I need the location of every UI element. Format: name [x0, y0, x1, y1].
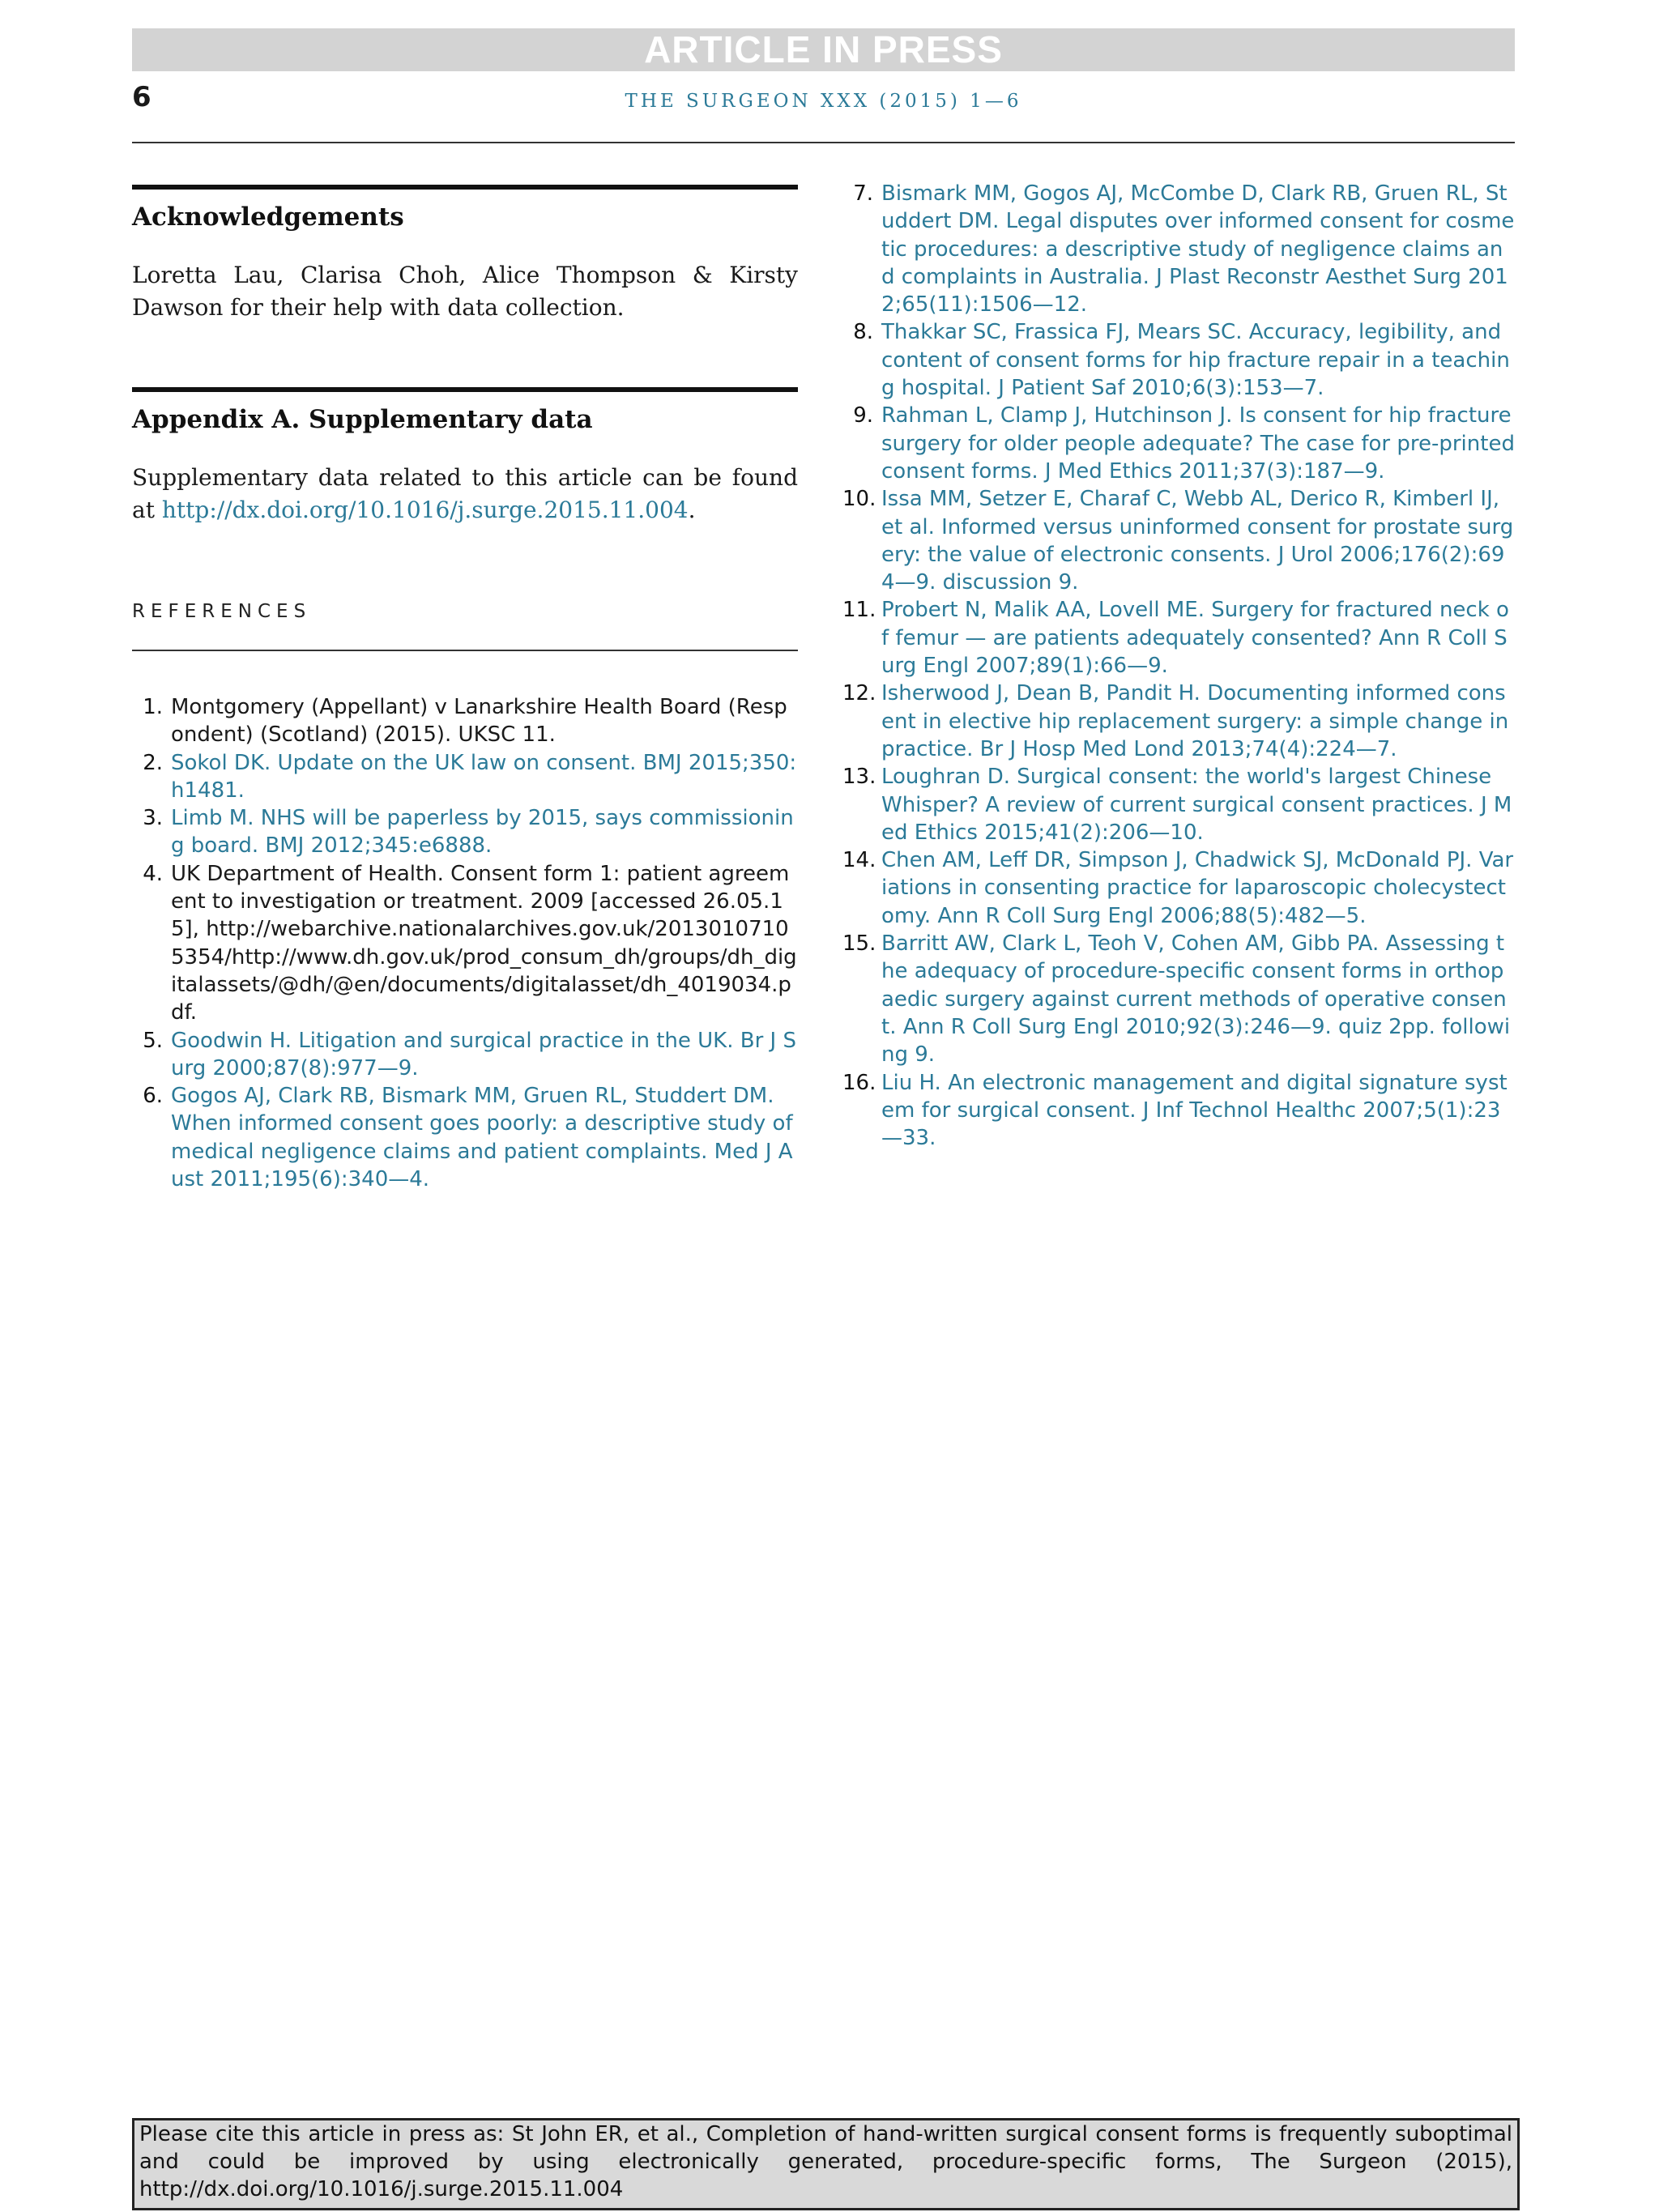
reference-item: [842, 1069, 1515, 1153]
references-rule: [132, 650, 798, 651]
running-head: THE SURGEON XXX (2015) 1—6: [625, 91, 1022, 112]
right-column: [842, 180, 1515, 1152]
reference-item: [132, 860, 798, 1027]
reference-text[interactable]: Barritt AW, Clark L, Teoh V, Cohen AM, Gibb PA. Assessing the adequacy of procedure-specific consent forms in orthopaedic surgery against current methods of operative consent. Ann R Coll Surg Engl 2010;92(3):246—9. quiz 2pp. following 9.: [881, 931, 1511, 1068]
reference-number: 9.: [853, 403, 873, 428]
reference-item: [842, 402, 1515, 485]
appendix-heading: Appendix A. Supplementary data: [132, 405, 593, 434]
reference-text[interactable]: Loughran D. Surgical consent: the world's largest Chinese Whisper? A review of current surgical consent practices. J Med Ethics 2015;41(2):206—10.: [881, 765, 1512, 845]
reference-number: 2.: [143, 750, 163, 775]
reference-text[interactable]: Issa MM, Setzer E, Charaf C, Webb AL, Derico R, Kimberl IJ, et al. Informed versus uninformed consent for prostate surgery: the value of electronic consents. J Urol 2006;176(2):694—9. discussion 9.: [881, 487, 1514, 595]
appendix-text: [132, 462, 798, 526]
reference-number: 6.: [143, 1084, 163, 1109]
reference-text: UK Department of Health. Consent form 1: patient agreement to investigation or treatment. 2009 [accessed 26.05.15], http://webarchive.nationalarchives.gov.uk/20130107105354/http://www.dh.gov.uk/prod_consum_dh/groups/dh_digitalassets/@dh/@en/documents/digitalasset/dh_4019034.pdf.: [171, 861, 797, 1025]
reference-text[interactable]: Liu H. An electronic management and digital signature system for surgical consent. J Inf Technol Healthc 2007;5(1):23—33.: [881, 1070, 1508, 1151]
reference-text[interactable]: Bismark MM, Gogos AJ, McCombe D, Clark RB, Gruen RL, Studdert DM. Legal disputes over informed consent for cosmetic procedures: a descriptive study of negligence claims and complaints in Australia. J Plast Reconstr Aesthet Surg 2012;65(11):1506—12.: [881, 181, 1515, 318]
reference-text[interactable]: Rahman L, Clamp J, Hutchinson J. Is consent for hip fracture surgery for older people adequate? The case for pre-printed consent forms. J Med Ethics 2011;37(3):187—9.: [881, 403, 1515, 484]
reference-text[interactable]: Sokol DK. Update on the UK law on consent. BMJ 2015;350:h1481.: [171, 750, 797, 803]
reference-number: 1.: [143, 695, 163, 719]
reference-number: 5.: [143, 1028, 163, 1053]
reference-text[interactable]: Probert N, Malik AA, Lovell ME. Surgery for fractured neck of femur — are patients adequately consented? Ann R Coll Surg Engl 2007;89(1):66—9.: [881, 598, 1509, 679]
section-rule: [132, 185, 798, 190]
left-column: [132, 185, 798, 1193]
reference-item: [842, 318, 1515, 402]
appendix-period: .: [688, 497, 696, 523]
reference-item: [842, 680, 1515, 763]
reference-item: [132, 804, 798, 860]
reference-text[interactable]: Goodwin H. Litigation and surgical practice in the UK. Br J Surg 2000;87(8):977—9.: [171, 1028, 796, 1080]
reference-text[interactable]: Chen AM, Leff DR, Simpson J, Chadwick SJ, McDonald PJ. Variations in consenting practice for laparoscopic cholecystectomy. Ann R Coll Surg Engl 2006;88(5):482—5.: [881, 848, 1514, 928]
reference-text[interactable]: Thakkar SC, Frassica FJ, Mears SC. Accuracy, legibility, and content of consent forms for hip fracture repair in a teaching hospital. J Patient Saf 2010;6(3):153—7.: [881, 320, 1510, 401]
reference-item: [132, 749, 798, 805]
reference-item: [842, 180, 1515, 318]
acknowledgements-text: Loretta Lau, Clarisa Choh, Alice Thompson & Kirsty Dawson for their help with data collection.: [132, 262, 798, 321]
reference-number: 3.: [143, 806, 163, 831]
reference-number: 10.: [842, 487, 876, 512]
reference-item: [132, 1027, 798, 1083]
acknowledgements-heading: Acknowledgements: [132, 202, 404, 232]
reference-item: [132, 1082, 798, 1193]
reference-number: 13.: [842, 765, 876, 790]
reference-number: 14.: [842, 848, 876, 873]
header-rule: [132, 142, 1515, 143]
citation-box: Please cite this article in press as: St John ER, et al., Completion of hand-written surgical consent forms is frequently suboptimal and could be improved by using electronically generated, procedure-specific forms, The Surgeon (2015), http://dx.doi.org/10.1016/j.surge.2015.11.004: [132, 2118, 1520, 2210]
page-number: 6: [132, 81, 151, 113]
article-in-press-banner: ARTICLE IN PRESS: [132, 28, 1515, 71]
reference-item: [842, 485, 1515, 596]
reference-number: 15.: [842, 931, 876, 957]
reference-text[interactable]: Isherwood J, Dean B, Pandit H. Documenting informed consent in elective hip replacement surgery: a simple change in practice. Br J Hosp Med Lond 2013;74(4):224—7.: [881, 681, 1509, 761]
reference-item: [842, 596, 1515, 680]
reference-text[interactable]: Gogos AJ, Clark RB, Bismark MM, Gruen RL, Studdert DM. When informed consent goes poorly: a descriptive study of medical negligence claims and patient complaints. Med J Aust 2011;195(6):340—4.: [171, 1084, 793, 1192]
reference-text[interactable]: Limb M. NHS will be paperless by 2015, says commissioning board. BMJ 2012;345:e6888.: [171, 806, 794, 859]
reference-number: 7.: [853, 181, 873, 206]
reference-number: 16.: [842, 1070, 876, 1095]
reference-item: [132, 693, 798, 749]
appendix-lead: Supplementary data related to this article can be found at: [132, 464, 798, 523]
reference-number: 4.: [143, 861, 163, 886]
reference-item: [842, 763, 1515, 846]
references-list-right: [842, 180, 1515, 1152]
reference-text: Montgomery (Appellant) v Lanarkshire Health Board (Respondent) (Scotland) (2015). UKSC 11.: [171, 695, 787, 748]
supplementary-data-link[interactable]: http://dx.doi.org/10.1016/j.surge.2015.11.004: [161, 497, 689, 523]
reference-item: [842, 930, 1515, 1068]
references-title: REFERENCES: [132, 601, 312, 622]
reference-item: [842, 846, 1515, 930]
reference-number: 12.: [842, 681, 876, 706]
references-list-left: [132, 693, 798, 1193]
reference-number: 11.: [842, 598, 876, 623]
section-rule: [132, 387, 798, 392]
reference-number: 8.: [853, 320, 873, 345]
